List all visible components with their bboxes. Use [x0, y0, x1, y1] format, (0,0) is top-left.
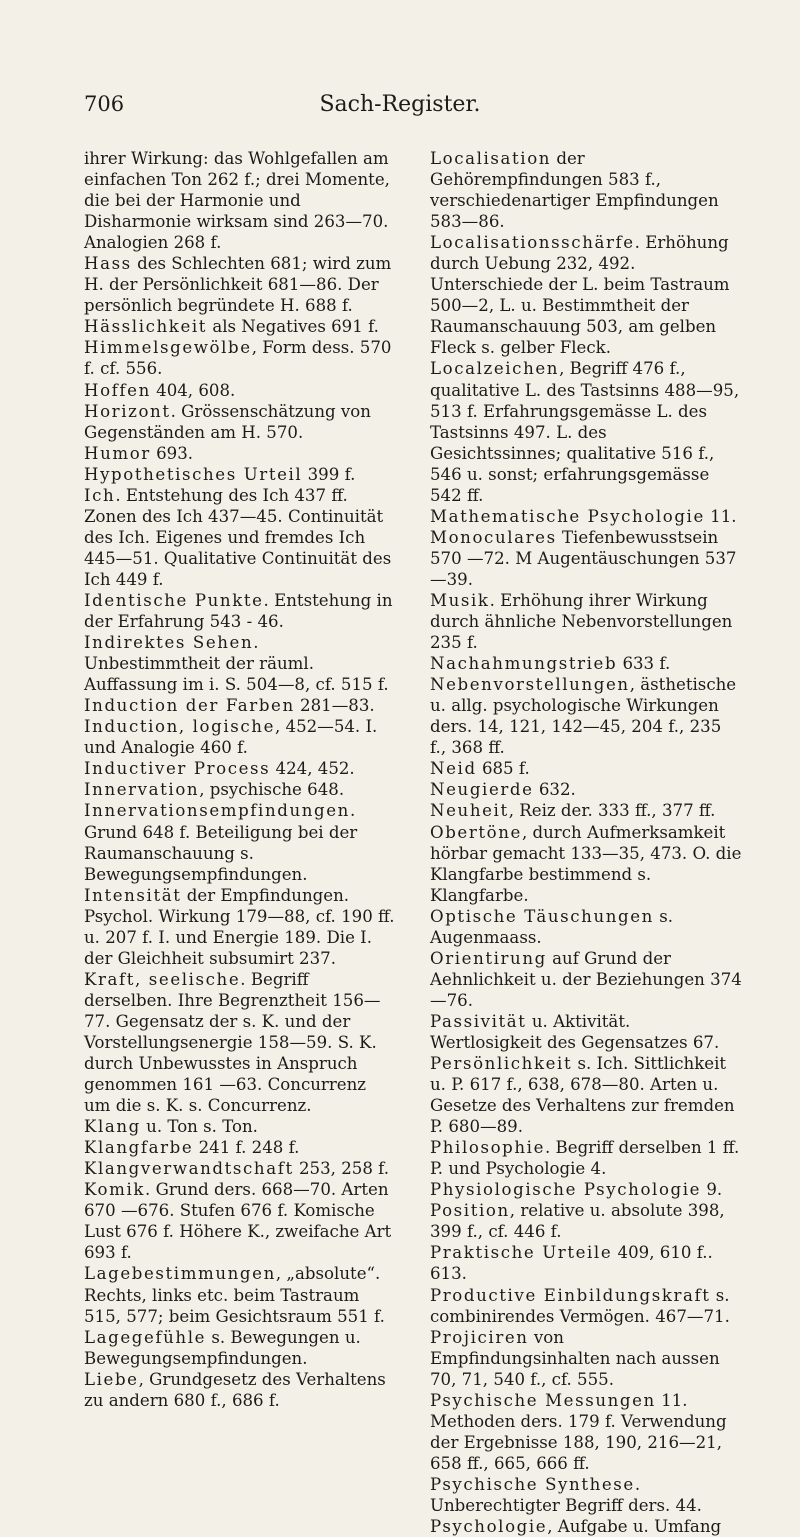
- index-entry: [430, 590, 742, 653]
- index-term: Humor: [84, 443, 151, 463]
- index-entry: [430, 1011, 742, 1053]
- index-references: , Reiz der. 333 ff., 377 ff.: [508, 801, 716, 821]
- index-references: 11. Methoden ders. 179 f. Verwendung der Ergebnisse 188, 190, 216—21, 658 ff., 665, 666 ff.: [430, 1390, 727, 1473]
- index-references: 693.: [150, 443, 194, 463]
- index-term: Hoffen: [84, 380, 151, 400]
- index-entry: [84, 1116, 396, 1137]
- index-references: , Form dess. 570 f. cf. 556.: [84, 338, 392, 379]
- index-term: Liebe: [84, 1369, 139, 1389]
- index-references: . Entstehung in der Erfahrung 543 - 46.: [84, 590, 393, 632]
- index-term: Induction der Farben: [84, 696, 295, 716]
- index-term: Indirektes Sehen: [84, 633, 254, 653]
- index-term: Innervationsempfindungen: [84, 801, 350, 821]
- index-entry: [84, 758, 396, 779]
- index-term: Klangfarbe: [84, 1138, 194, 1158]
- index-references: 241 f. 248 f.: [193, 1138, 300, 1158]
- index-entry: [84, 380, 396, 401]
- index-references: der Empfindungen. Psychol. Wirkung 179—88, cf. 190 ff. u. 207 f. I. und Energie 189. Die I. der Gleichheit subsumirt 237.: [84, 885, 395, 968]
- index-references: , durch Aufmerksamkeit hörbar gemacht 133—35, 473. O. die Klangfarbe bestimmend s. Klangfarbe.: [430, 822, 742, 905]
- index-term: Hass: [84, 254, 132, 274]
- index-entry: [84, 800, 396, 884]
- index-entry: [430, 1390, 742, 1474]
- index-entry: [430, 906, 742, 948]
- index-references: 424, 452.: [270, 759, 355, 779]
- index-references: der Gehörempfindungen 583 f., verschiedenartiger Empfindungen 583—86.: [430, 149, 719, 232]
- index-references: 404, 608.: [150, 380, 236, 400]
- index-term: Psychische Synthese: [430, 1474, 635, 1494]
- index-references: 253, 258 f.: [293, 1159, 389, 1179]
- index-entry: [430, 800, 742, 821]
- index-column-right: [430, 148, 742, 1537]
- index-term: Passivität: [430, 1011, 527, 1031]
- index-column-left: [84, 148, 396, 1411]
- index-term: Psychische Messungen: [430, 1390, 656, 1410]
- index-term: Physiologische Psychologie: [430, 1180, 702, 1200]
- index-entry: [84, 590, 396, 632]
- index-references: , 452—54. I. und Analogie 460 f.: [84, 717, 378, 758]
- index-references: 281—83.: [294, 696, 375, 716]
- index-term: Productive Einbildungskraft: [430, 1285, 711, 1305]
- index-references: . Unbestimmtheit der räuml. Auffassung im i. S. 504—8, cf. 515 f.: [84, 633, 389, 695]
- index-term: Intensität: [84, 885, 182, 905]
- index-references: auf Grund der Aehnlichkeit u. der Beziehungen 374—76.: [430, 948, 742, 1010]
- index-entry: [430, 1242, 742, 1284]
- index-references: des Schlechten 681; wird zum H. der Persönlichkeit 681—86. Der persönlich begründete H. 688 f.: [84, 254, 392, 316]
- index-term: Obertöne: [430, 822, 522, 842]
- index-references: . Erhöhung ihrer Wirkung durch ähnliche Nebenvorstellungen 235 f.: [430, 590, 733, 653]
- index-entry: [430, 1474, 742, 1516]
- index-entry: [430, 1285, 742, 1327]
- index-entry: [430, 358, 742, 505]
- index-entry: [84, 1179, 396, 1263]
- index-term: Orientirung: [430, 948, 547, 968]
- index-references: . Grössenschätzung von Gegenständen am H. 570.: [84, 401, 371, 442]
- index-term: Monoculares: [430, 527, 557, 547]
- index-references: u. Ton s. Ton.: [140, 1117, 258, 1137]
- index-entry: [84, 1369, 396, 1411]
- index-term: Nachahmungstrieb: [430, 654, 618, 674]
- index-references: , Aufgabe u. Umfang: [547, 1517, 722, 1537]
- index-term: Localisation: [430, 149, 552, 168]
- index-term: Optische Täuschungen: [430, 906, 654, 926]
- index-entry: [84, 969, 396, 1116]
- index-entry: [84, 779, 396, 800]
- running-title: Sach-Register.: [319, 92, 481, 117]
- index-entry: [84, 485, 396, 590]
- index-term: Inductiver Process: [84, 759, 271, 779]
- index-term: Neuheit: [430, 801, 509, 821]
- index-entry: [430, 232, 742, 358]
- index-term: Horizont: [84, 401, 171, 421]
- index-term: Mathematische Psychologie: [430, 506, 705, 526]
- index-references: 685 f.: [476, 759, 530, 779]
- index-references: u. Aktivität. Wertlosigkeit des Gegensatzes 67.: [430, 1011, 720, 1052]
- index-entry: [84, 337, 396, 379]
- index-references: . Begriff derselben. Ihre Begrenztheit 156—77. Gegensatz der s. K. und der Vorstellungsenergie 158—59. S. K. durch Unbewusstes in Anspruch genommen 161 —63. Concurrenz um die s. K. s. Concurrenz.: [84, 969, 381, 1116]
- index-entry: [430, 779, 742, 800]
- page-number: 706: [84, 92, 125, 116]
- index-references: . Begriff derselben 1 ff. P. und Psychologie 4.: [430, 1138, 740, 1179]
- index-references: . Grund 648 f. Beteiligung bei der Raumanschauung s. Bewegungsempfindungen.: [84, 801, 358, 884]
- index-entry: [84, 253, 396, 316]
- index-references: 409, 610 f.. 613.: [430, 1243, 713, 1284]
- index-references: . Erhöhung durch Uebung 232, 492. Unterschiede der L. beim Tastraum 500—2, L. u. Bestimmtheit der Raumanschauung 503, am gelben Fleck s. gelber Fleck.: [430, 233, 730, 358]
- index-entry: [84, 716, 396, 758]
- index-references: Tiefenbewusstsein 570 —72. M Augentäuschungen 537—39.: [430, 527, 737, 589]
- index-references: s. combinirendes Vermögen. 467—71.: [430, 1285, 730, 1326]
- index-entry: [84, 1263, 396, 1326]
- index-entry: [84, 1158, 396, 1179]
- index-term: Localisationsschärfe: [430, 233, 635, 253]
- index-term: Psychologie: [430, 1517, 548, 1537]
- index-term: Neid: [430, 759, 477, 779]
- index-entry: [84, 632, 396, 695]
- index-entry: [430, 1179, 742, 1200]
- index-entry: [84, 401, 396, 443]
- index-references: , Begriff 476 f., qualitative L. des Tastsinns 488—95, 513 f. Erfahrungsgemässe L. des Tastsinns 497. L. des Gesichtssinnes; qualitative 516 f., 546 u. sonst; erfahrungsgemässe 542 ff.: [430, 359, 740, 505]
- index-entry: [430, 758, 742, 779]
- index-references: , psychische 648.: [199, 780, 345, 800]
- index-references: von Empfindungsinhalten nach aussen 70, 71, 540 f., cf. 555.: [430, 1327, 720, 1389]
- index-entry: [84, 464, 396, 485]
- index-term: Komik: [84, 1180, 146, 1200]
- index-term: Identische Punkte: [84, 590, 264, 610]
- index-references: 9.: [701, 1180, 723, 1200]
- index-references: . Entstehung des Ich 437 ff. Zonen des Ich 437—45. Continuität des Ich. Eigenes und fremdes Ich 445—51. Qualitative Continuität des Ich 449 f.: [84, 485, 392, 589]
- index-references: , ästhetische u. allg. psychologische Wirkungen ders. 14, 121, 142—45, 204 f., 235 f., 368 ff.: [430, 675, 737, 758]
- index-entry: [430, 148, 742, 232]
- index-references: als Negatives 691 f.: [207, 317, 379, 337]
- index-entry: [84, 1137, 396, 1158]
- index-term: Innervation: [84, 780, 200, 800]
- index-references: , „absolute“. Rechts, links etc. beim Tastraum 515, 577; beim Gesichtsraum 551 f.: [84, 1264, 385, 1326]
- index-entry: [430, 1327, 742, 1390]
- index-entry: [84, 885, 396, 969]
- index-entry: [84, 1327, 396, 1369]
- index-references: 11.: [704, 506, 737, 526]
- index-entry: [430, 1200, 742, 1242]
- index-term: Projiciren: [430, 1327, 529, 1347]
- index-entry: [84, 316, 396, 337]
- index-entry: [430, 1137, 742, 1179]
- index-term: Induction, logische: [84, 717, 275, 737]
- index-term: Lagebestimmungen: [84, 1264, 276, 1284]
- index-references: . Grund ders. 668—70. Arten 670 —676. Stufen 676 f. Komische Lust 676 f. Höhere K., zweifache Art 693 f.: [84, 1180, 392, 1263]
- index-term: Hypothetisches Urteil: [84, 464, 303, 484]
- index-term: Neugierde: [430, 780, 534, 800]
- index-entry: [84, 695, 396, 716]
- index-references: , relative u. absolute 398, 399 f., cf. 446 f.: [430, 1201, 725, 1242]
- index-term: Klangverwandtschaft: [84, 1159, 294, 1179]
- index-entry: [430, 948, 742, 1011]
- index-references: s. Augenmaass.: [430, 906, 674, 947]
- index-references: 399 f.: [302, 464, 356, 484]
- index-references: 632.: [533, 780, 576, 800]
- index-term: Persönlichkeit: [430, 1054, 573, 1074]
- index-term: Nebenvorstellungen: [430, 675, 630, 695]
- index-term: Himmelsgewölbe: [84, 338, 252, 358]
- index-references: s. Bewegungen u. Bewegungsempfindungen.: [84, 1327, 361, 1368]
- index-term: Localzeichen: [430, 359, 560, 379]
- page-header: [0, 92, 800, 122]
- index-entry: [430, 822, 742, 906]
- index-entry: [430, 1053, 742, 1137]
- index-references: . Unberechtigter Begriff ders. 44.: [430, 1474, 702, 1515]
- index-term: Kraft, seelische: [84, 969, 241, 989]
- index-term: Lagegefühle: [84, 1327, 207, 1347]
- index-references: , Grundgesetz des Verhaltens zu andern 680 f., 686 f.: [84, 1369, 386, 1410]
- index-term: Philosophie: [430, 1138, 545, 1158]
- index-entry: [84, 148, 396, 253]
- index-entry: [430, 506, 742, 527]
- index-term: Musik: [430, 590, 490, 610]
- index-entry: [430, 527, 742, 590]
- index-term: Position: [430, 1201, 510, 1221]
- index-term: Ich: [84, 485, 116, 505]
- index-references: s. Ich. Sittlichkeit u. P. 617 f., 638, 678—80. Arten u. Gesetze des Verhaltens zur fremden P. 680—89.: [430, 1054, 735, 1137]
- index-references: ihrer Wirkung: das Wohlgefallen am einfachen Ton 262 f.; drei Momente, die bei der Harmonie und Disharmonie wirksam sind 263—70. Analogien 268 f.: [84, 149, 390, 253]
- index-term: Klang: [84, 1117, 141, 1137]
- index-entry: [84, 443, 396, 464]
- index-references: 633 f.: [617, 654, 671, 674]
- index-term: Praktische Urteile: [430, 1243, 613, 1263]
- index-term: Hässlichkeit: [84, 317, 208, 337]
- index-entry: [430, 1516, 742, 1537]
- index-entry: [430, 674, 742, 758]
- index-entry: [430, 653, 742, 674]
